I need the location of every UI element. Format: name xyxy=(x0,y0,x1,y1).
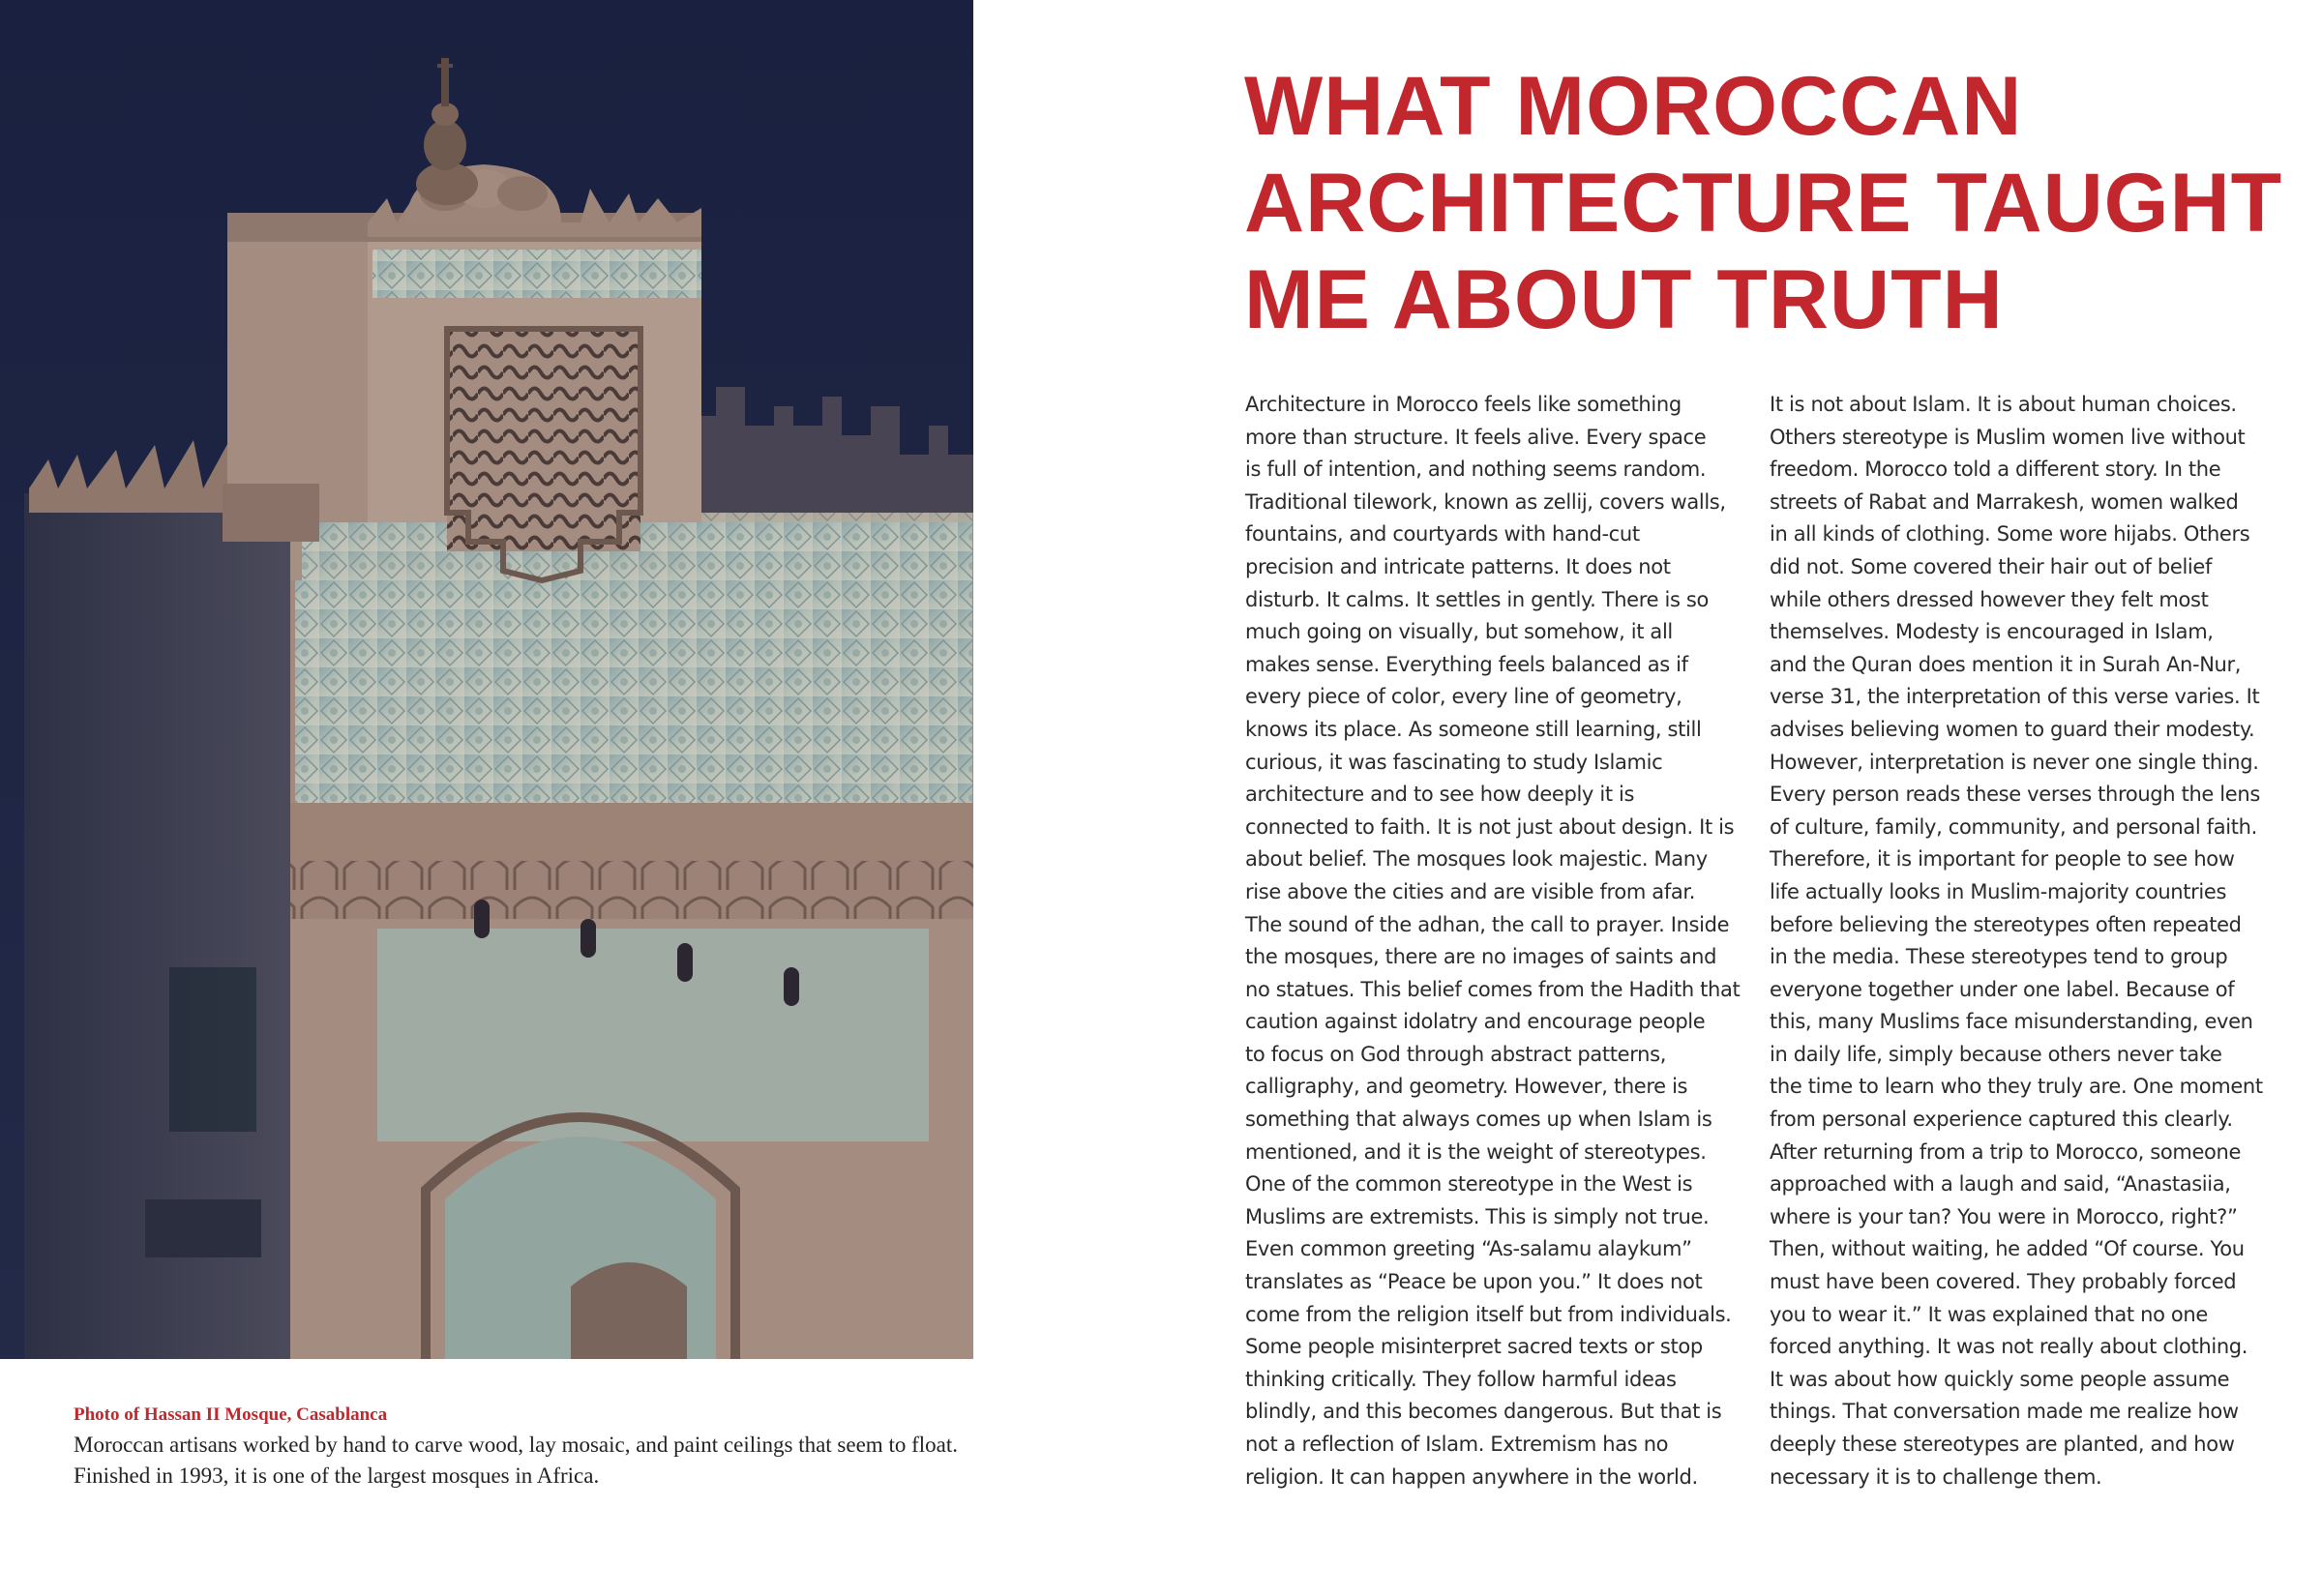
body-text-line: The sound of the adhan, the call to prayer. Inside xyxy=(1245,912,1730,936)
body-text-line: It was about how quickly some people assume xyxy=(1770,1367,2230,1391)
body-text-line: disturb. It calms. It settles in gently. There is so xyxy=(1245,587,1709,611)
body-text-line: Then, without waiting, he added “Of course. You xyxy=(1770,1237,2245,1261)
body-text-line: caution against idolatry and encourage people xyxy=(1245,1010,1706,1034)
body-text-line: much going on visually, but somehow, it all xyxy=(1245,620,1673,644)
body-text-line: everyone together under one label. Because of xyxy=(1770,977,2235,1001)
body-text-line: forced anything. It was not really about clothing. xyxy=(1770,1335,2248,1359)
body-text-line: themselves. Modesty is encouraged in Islam, xyxy=(1770,620,2214,644)
caption-title: Photo of Hassan II Mosque, Casablanca xyxy=(74,1404,388,1425)
body-text-line: the time to learn who they truly are. One moment xyxy=(1770,1075,2263,1099)
body-text-line: from personal experience captured this clearly. xyxy=(1770,1108,2233,1132)
body-text-line: did not. Some covered their hair out of belief xyxy=(1770,554,2213,578)
body-text-line: things. That conversation made me realize how xyxy=(1770,1400,2239,1424)
body-text-line: After returning from a trip to Morocco, someone xyxy=(1770,1139,2242,1164)
body-text-line: It is not about Islam. It is about human choices. xyxy=(1770,393,2237,416)
body-text-line: advises believing women to guard their modesty. xyxy=(1770,717,2255,741)
body-text-line: come from the religion itself but from individuals. xyxy=(1245,1302,1732,1326)
headline-line: WHAT MOROCCAN xyxy=(1244,60,2023,153)
body-text-line: not a reflection of Islam. Extremism has no xyxy=(1245,1433,1669,1456)
body-text-line: of culture, family, community, and personal faith. xyxy=(1770,814,2257,839)
body-text-line: mentioned, and it is the weight of stereotypes. xyxy=(1245,1139,1707,1164)
body-text-line: verse 31, the interpretation of this verse varies. It xyxy=(1770,685,2260,709)
body-text-line: Some people misinterpret sacred texts or stop xyxy=(1245,1335,1703,1359)
mosque-photo xyxy=(0,0,973,1359)
body-text-line: you to wear it.” It was explained that no one xyxy=(1770,1302,2208,1326)
body-text-line: more than structure. It feels alive. Every space xyxy=(1245,425,1707,449)
body-column-left xyxy=(1245,389,1748,1493)
body-text-line: blindly, and this becomes dangerous. But that is xyxy=(1245,1400,1722,1424)
body-text-line: freedom. Morocco told a different story. In the xyxy=(1770,458,2221,482)
body-text-line: in daily life, simply because others never take xyxy=(1770,1042,2222,1066)
headline-line: ARCHITECTURE TAUGHT xyxy=(1244,157,2283,250)
body-text-line: something that always comes up when Islam is xyxy=(1245,1108,1712,1132)
body-text-line: while others dressed however they felt most xyxy=(1770,587,2209,611)
body-text-line: deeply these stereotypes are planted, and how xyxy=(1770,1433,2235,1456)
body-text-line: is full of intention, and nothing seems random. xyxy=(1245,458,1707,482)
body-text-line: Others stereotype is Muslim women live without xyxy=(1770,425,2246,449)
body-text-line: fountains, and courtyards with hand-cut xyxy=(1245,522,1640,547)
body-text-line: calligraphy, and geometry. However, there is xyxy=(1245,1075,1688,1099)
body-text-line: architecture and to see how deeply it is xyxy=(1245,783,1635,807)
body-text-line: Muslims are extremists. This is simply not true. xyxy=(1245,1204,1710,1228)
body-text-line: about belief. The mosques look majestic. Many xyxy=(1245,847,1708,872)
body-text-line: connected to faith. It is not just about design. It is xyxy=(1245,814,1735,839)
body-text-line: every piece of color, every line of geometry, xyxy=(1245,685,1682,709)
body-text-line: rise above the cities and are visible from afar. xyxy=(1245,879,1696,903)
body-text-line: this, many Muslims face misunderstanding, even xyxy=(1770,1010,2253,1034)
body-text-line: to focus on God through abstract patterns, xyxy=(1245,1042,1667,1066)
body-text-line: before believing the stereotypes often repeated xyxy=(1770,912,2242,936)
mosque-illustration xyxy=(0,0,973,1359)
body-text-line: necessary it is to challenge them. xyxy=(1770,1464,2102,1489)
body-text-line: Even common greeting “As-salamu alaykum” xyxy=(1245,1237,1692,1261)
body-text-line: streets of Rabat and Marrakesh, women walked xyxy=(1770,489,2239,514)
body-text-line: thinking critically. They follow harmful ideas xyxy=(1245,1367,1677,1391)
body-text-line: Every person reads these verses through the lens xyxy=(1770,783,2260,807)
body-text-line: precision and intricate patterns. It does not xyxy=(1245,554,1671,578)
body-text-line: religion. It can happen anywhere in the world. xyxy=(1245,1464,1698,1489)
body-text-line: no statues. This belief comes from the Hadith that xyxy=(1245,977,1741,1001)
body-text-line: makes sense. Everything feels balanced as if xyxy=(1245,652,1688,676)
body-text-line: in all kinds of clothing. Some wore hijabs. Others xyxy=(1770,522,2250,547)
body-text-line: approached with a laugh and said, “Anastasiia, xyxy=(1770,1172,2231,1197)
body-text-line: Architecture in Morocco feels like something xyxy=(1245,393,1682,416)
body-text-line: curious, it was fascinating to study Islamic xyxy=(1245,750,1663,774)
body-text-line: translates as “Peace be upon you.” It does not xyxy=(1245,1270,1703,1294)
body-text-line: and the Quran does mention it in Surah An-Nur, xyxy=(1770,652,2242,676)
article-headline xyxy=(1244,58,2283,348)
body-text-line: Traditional tilework, known as zellij, covers walls, xyxy=(1245,489,1726,514)
body-text-line: where is your tan? You were in Morocco, right?” xyxy=(1770,1204,2238,1228)
body-text-line: life actually looks in Muslim-majority countries xyxy=(1770,879,2227,903)
body-text-line: Therefore, it is important for people to see how xyxy=(1770,847,2235,872)
body-text-line: One of the common stereotype in the West is xyxy=(1245,1172,1693,1197)
caption-text: Moroccan artisans worked by hand to carve wood, lay mosaic, and paint ceilings that seem to float. Finished in 1993, it is one of the largest mosques in Africa. xyxy=(74,1433,958,1488)
body-text-line: must have been covered. They probably forced xyxy=(1770,1270,2237,1294)
photo-caption xyxy=(74,1403,983,1492)
body-column-right xyxy=(1770,389,2273,1493)
body-text-line: in the media. These stereotypes tend to group xyxy=(1770,945,2228,969)
body-text-line: the mosques, there are no images of saints and xyxy=(1245,945,1717,969)
headline-line: ME ABOUT TRUTH xyxy=(1244,253,2004,346)
body-text-line: knows its place. As someone still learning, still xyxy=(1245,717,1702,741)
body-text-line: However, interpretation is never one single thing. xyxy=(1770,750,2259,774)
